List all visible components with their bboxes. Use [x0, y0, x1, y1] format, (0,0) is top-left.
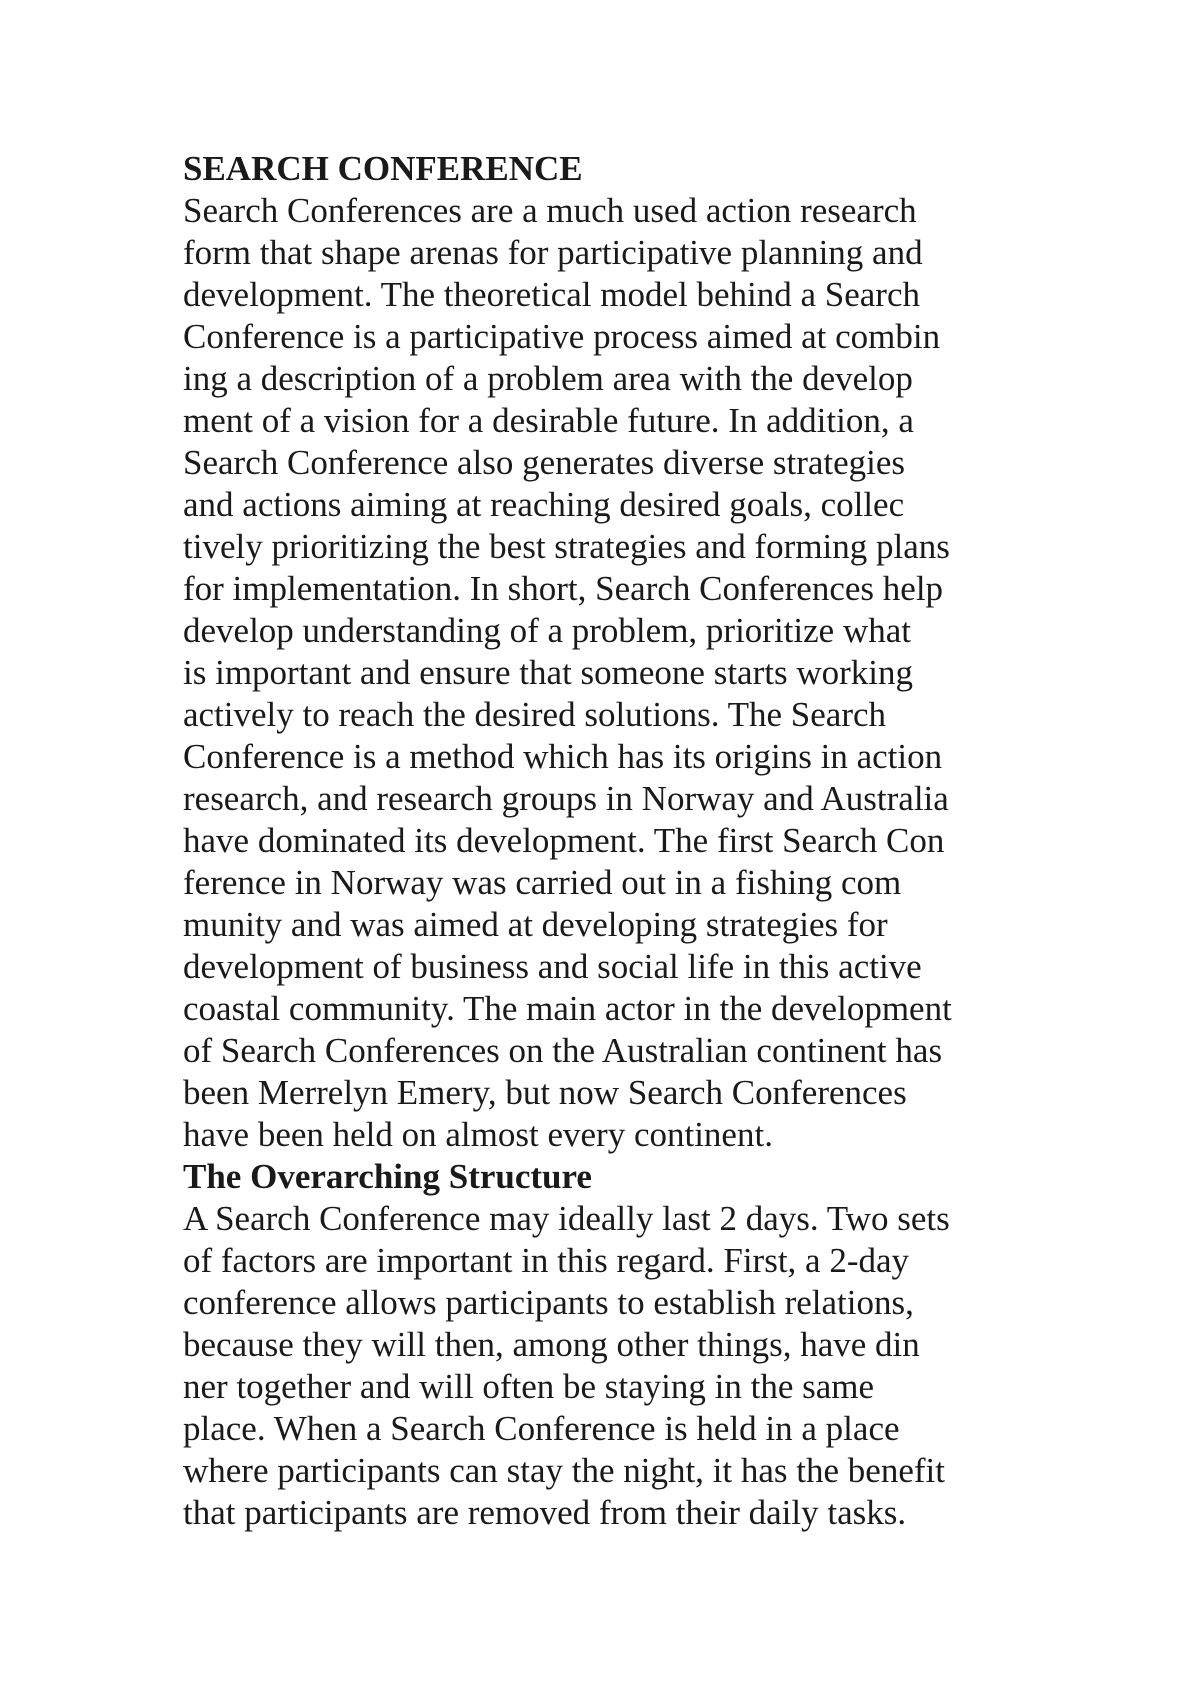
text-line: is important and ensure that someone starts working — [183, 653, 913, 692]
text-line: because they will then, among other things, have din — [183, 1325, 920, 1364]
text-line: have dominated its development. The first Search Con — [183, 821, 945, 860]
section-heading: SEARCH CONFERENCE — [183, 149, 583, 188]
text-line: development. The theoretical model behind a Search — [183, 275, 920, 314]
text-line: have been held on almost every continent. — [183, 1115, 773, 1154]
text-line: conference allows participants to establish relations, — [183, 1283, 914, 1322]
text-line: ing a description of a problem area with the develop — [183, 359, 913, 398]
text-line: of factors are important in this regard. First, a 2-day — [183, 1241, 910, 1280]
document-body — [183, 148, 1003, 1534]
text-line: form that shape arenas for participative planning and — [183, 233, 923, 272]
text-line: and actions aiming at reaching desired goals, collec — [183, 485, 905, 524]
text-line: development of business and social life in this active — [183, 947, 922, 986]
text-line: where participants can stay the night, it has the benefit — [183, 1451, 945, 1490]
text-line: coastal community. The main actor in the development — [183, 989, 952, 1028]
text-line: munity and was aimed at developing strategies for — [183, 905, 888, 944]
text-line: Conference is a method which has its origins in action — [183, 737, 943, 776]
text-line: place. When a Search Conference is held in a place — [183, 1409, 900, 1448]
text-line: of Search Conferences on the Australian continent has — [183, 1031, 943, 1070]
text-line: Search Conference also generates diverse strategies — [183, 443, 906, 482]
section-paragraph — [183, 1198, 1003, 1534]
text-line: A Search Conference may ideally last 2 days. Two sets — [183, 1199, 950, 1238]
text-line: Conference is a participative process aimed at combin — [183, 317, 941, 356]
text-line: been Merrelyn Emery, but now Search Conferences — [183, 1073, 907, 1112]
section-overarching-structure — [183, 1156, 1003, 1534]
section-heading: The Overarching Structure — [183, 1157, 592, 1196]
text-line: that participants are removed from their daily tasks. — [183, 1493, 907, 1532]
text-line: Search Conferences are a much used action research — [183, 191, 917, 230]
text-line: ference in Norway was carried out in a fishing com — [183, 863, 902, 902]
text-line: research, and research groups in Norway and Australia — [183, 779, 949, 818]
section-search-conference — [183, 148, 1003, 1156]
text-line: tively prioritizing the best strategies and forming plans — [183, 527, 950, 566]
section-paragraph — [183, 190, 1003, 1156]
text-line: ment of a vision for a desirable future. In addition, a — [183, 401, 914, 440]
text-line: develop understanding of a problem, prioritize what — [183, 611, 911, 650]
text-line: actively to reach the desired solutions. The Search — [183, 695, 887, 734]
text-line: ner together and will often be staying in the same — [183, 1367, 875, 1406]
text-line: for implementation. In short, Search Conferences help — [183, 569, 944, 608]
